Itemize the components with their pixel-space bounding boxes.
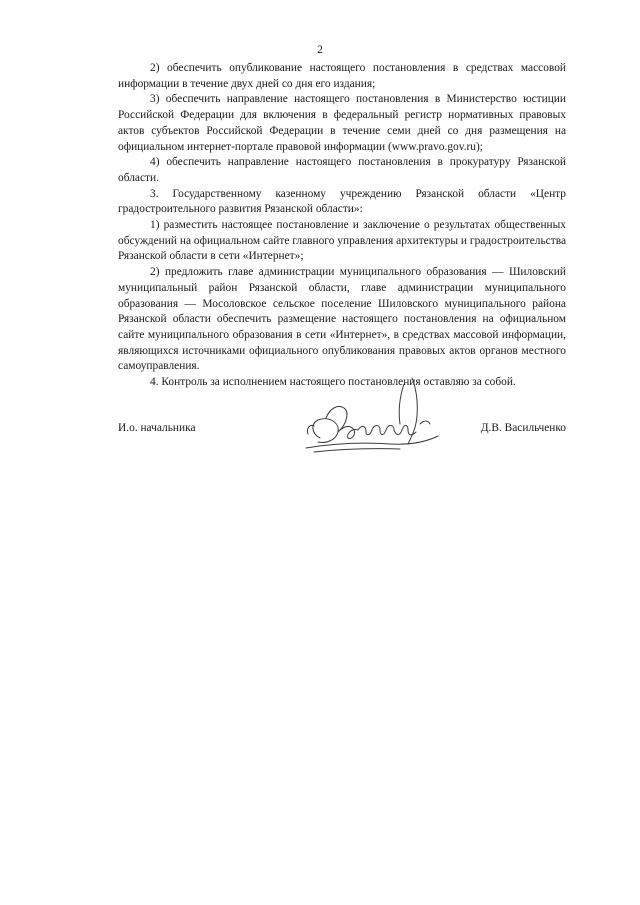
paragraph-prosecutor: 4) обеспечить направление настоящего постановления в прокуратуру Рязанской области. (118, 156, 566, 184)
paragraph-municipal-heads: 2) предложить главе администрации муниципального образования — Шиловский муниципальный район Рязанской области, главе администрации муниципального образования — Мосоловское сельское поселение Шиловского муниципального района Рязанской области обеспечить размещение настоящего постановления на официальном сайте муниципального образования в сети «Интернет», в средствах массовой информации, являющихся источниками официального опубликования правовых актов органов местного самоуправления. (118, 266, 566, 373)
signature-block (118, 416, 566, 466)
paragraph-publication: 2) обеспечить опубликование настоящего постановления в средствах массовой информации в течение двух дней со дня его издания; (118, 62, 566, 90)
paragraph-ministry-justice: 3) обеспечить направление настоящего постановления в Министерство юстиции Российской Федерации для включения в федеральный регистр нормативных правовых актов субъектов Российской Федерации в течение семи дней со дня размещения на официальном интернет-портале правовой информации (www.pravo.gov.ru); (118, 93, 566, 153)
paragraph-gku-center: 3. Государственному казенному учреждению Рязанской области «Центр градостроительного развития Рязанской области»: (118, 187, 566, 216)
handwritten-signature-icon (300, 374, 450, 466)
paragraph-website-publication: 1) разместить настоящее постановление и заключение о результатах общественных обсуждений на официальном сайте главного управления архитектуры и градостроительства Рязанской области в сети «Интернет»; (118, 219, 566, 263)
paragraph-control: 4. Контроль за исполнением настоящего постановления оставляю за собой. (150, 376, 516, 389)
page-number: 2 (317, 44, 323, 56)
document-body (118, 61, 566, 391)
signatory-position: И.о. начальника (118, 422, 196, 434)
signatory-name: Д.В. Васильченко (480, 422, 566, 434)
